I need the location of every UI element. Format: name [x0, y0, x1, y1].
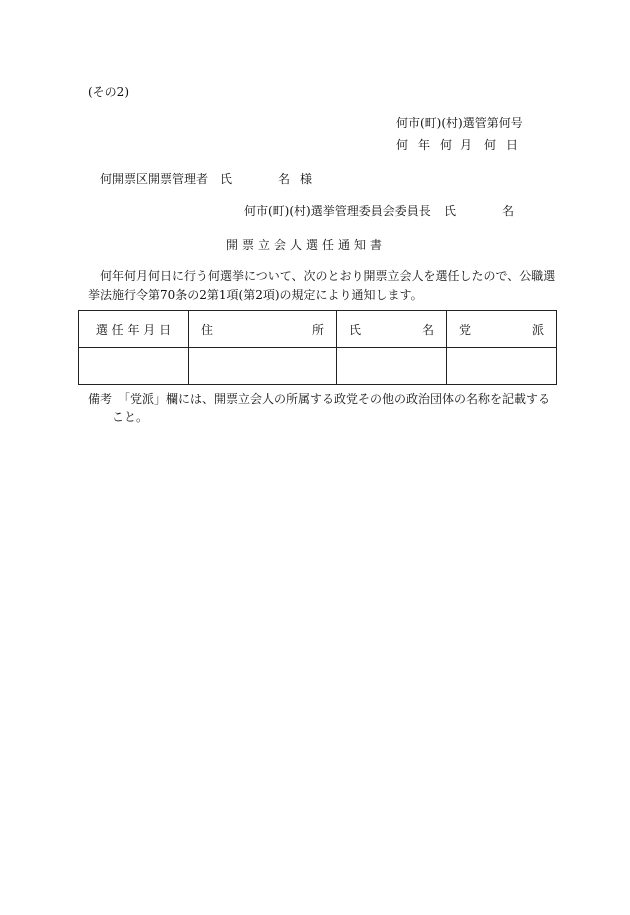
recipient-name-part2: 名	[278, 172, 291, 186]
document-number: 何市(町)(村)選管第何号	[396, 116, 523, 130]
recipient-line	[100, 172, 312, 186]
sender-line	[244, 204, 514, 218]
cell-name	[337, 348, 447, 385]
cell-party	[447, 348, 557, 385]
header-appointment-date: 選 任 年 月 日	[79, 311, 189, 348]
remarks-line-1: 備考 「党派」欄には、開票立会人の所属する政党その他の政治団体の名称を記載する	[88, 392, 551, 406]
sender-name-part2: 名	[502, 204, 515, 218]
date-year-value: 何	[396, 138, 409, 152]
table-row	[79, 348, 557, 385]
header-name: 氏 名	[337, 311, 447, 348]
sender-title: 何市(町)(村)選挙管理委員会委員長	[244, 204, 431, 218]
header-party: 党 派	[447, 311, 557, 348]
date-month-unit: 月	[460, 138, 473, 152]
header-address: 住 所	[189, 311, 337, 348]
document-title: 開票立会人選任通知書	[226, 238, 387, 252]
recipient-name-part1: 氏	[220, 172, 233, 186]
cell-address	[189, 348, 337, 385]
table-header-row	[79, 311, 557, 348]
body-text-line-2: 挙法施行令第70条の2第1項(第2項)の規定により通知します。	[88, 288, 423, 302]
appointee-table	[78, 310, 557, 385]
date-month-value: 何	[440, 138, 453, 152]
date-year-unit: 年	[418, 138, 431, 152]
body-text-line-1: 何年何月何日に行う何選挙について、次のとおり開票立会人を選任したので、公職選	[100, 269, 556, 283]
recipient-honorific: 様	[300, 172, 313, 186]
recipient-title: 何開票区開票管理者	[100, 172, 209, 186]
cell-appointment-date	[79, 348, 189, 385]
sender-name-part1: 氏	[444, 204, 457, 218]
date-day-value: 何	[484, 138, 497, 152]
series-label: (その2)	[88, 85, 129, 99]
remarks-line-2: こと。	[112, 410, 149, 424]
issue-date	[396, 138, 518, 152]
date-day-unit: 日	[506, 138, 519, 152]
